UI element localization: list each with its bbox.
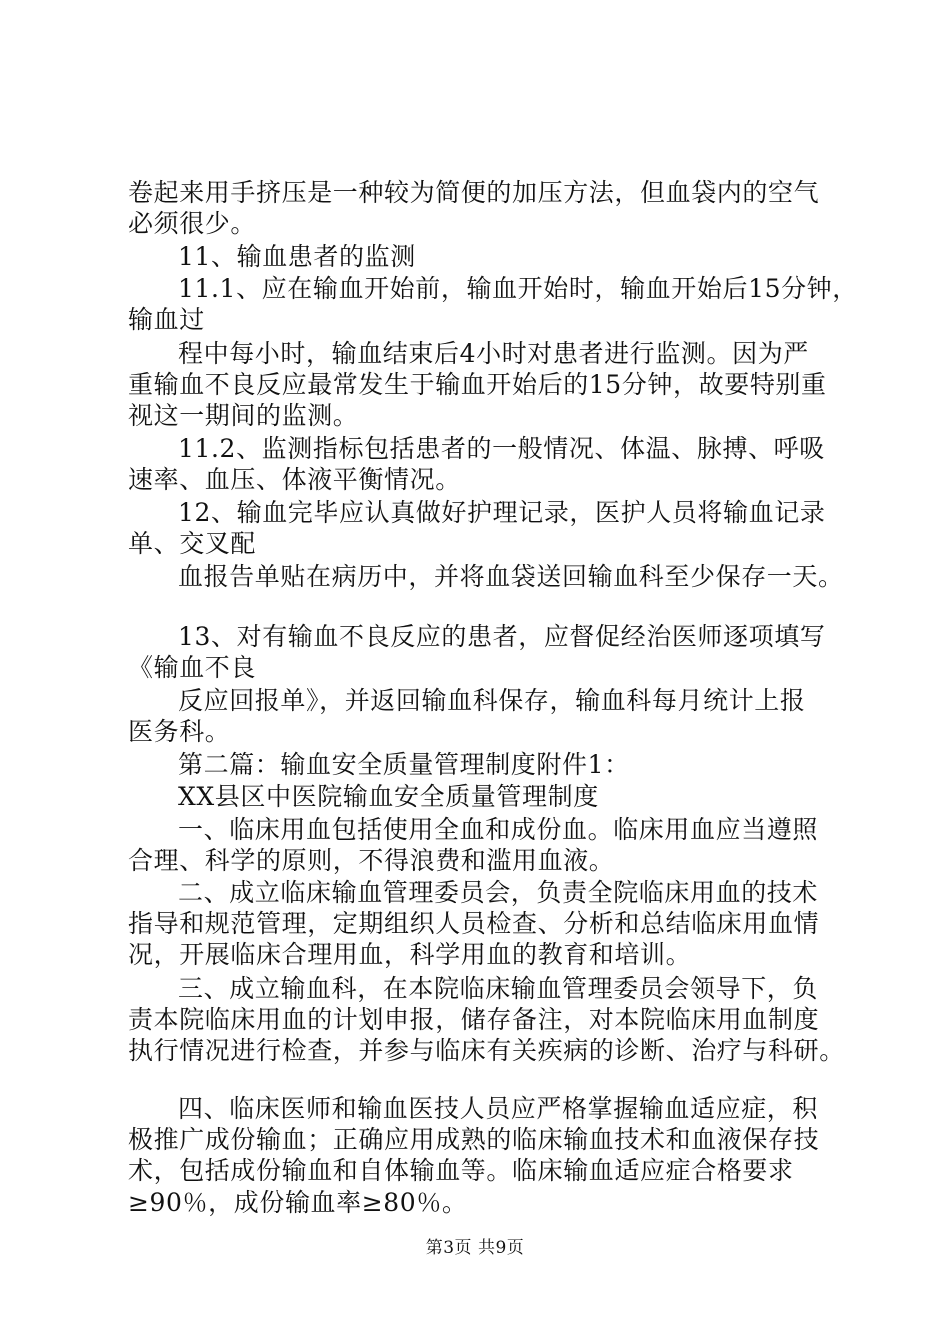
text-line: 《输血不良: [128, 653, 257, 682]
text-line: 四、临床医师和输血医技人员应严格掌握输血适应症，积: [178, 1094, 819, 1123]
text-line: 况，开展临床合理用血，科学用血的教育和培训。: [128, 940, 692, 969]
section-heading: 11、输血患者的监测: [178, 242, 416, 271]
text-line: 程中每小时，输血结束后4小时对患者进行监测。因为严: [178, 339, 809, 368]
document-title: XX县区中医院输血安全质量管理制度: [178, 782, 599, 811]
text-line: 医务科。: [128, 717, 231, 746]
page-number-footer: 第3页 共9页: [425, 1238, 525, 1258]
text-line: 视这一期间的监测。: [128, 401, 359, 430]
text-line: 11.2、监测指标包括患者的一般情况、体温、脉搏、呼吸: [178, 434, 825, 463]
text-line: 卷起来用手挤压是一种较为简便的加压方法，但血袋内的空气: [128, 178, 820, 207]
text-line: 输血过: [128, 305, 205, 334]
text-line: 二、成立临床输血管理委员会，负责全院临床用血的技术: [178, 878, 819, 907]
text-line: 指导和规范管理，定期组织人员检查、分析和总结临床用血情: [128, 909, 820, 938]
text-line: 12、输血完毕应认真做好护理记录，医护人员将输血记录: [178, 498, 826, 527]
text-line: 一、临床用血包括使用全血和成份血。临床用血应当遵照: [178, 815, 819, 844]
text-line: 血报告单贴在病历中，并将血袋送回输血科至少保存一天。: [178, 562, 844, 591]
chapter-heading: 第二篇：输血安全质量管理制度附件1：: [178, 750, 630, 779]
text-line: 重输血不良反应最常发生于输血开始后的15分钟，故要特别重: [128, 370, 827, 399]
text-line: 执行情况进行检查，并参与临床有关疾病的诊断、治疗与科研。: [128, 1036, 845, 1065]
text-line: 11.1、应在输血开始前，输血开始时，输血开始后15分钟，: [178, 274, 858, 303]
text-line: 必须很少。: [128, 209, 257, 238]
text-line: 速率、血压、体液平衡情况。: [128, 465, 461, 494]
text-line: 三、成立输血科，在本院临床输血管理委员会领导下，负: [178, 974, 819, 1003]
text-line: 13、对有输血不良反应的患者，应督促经治医师逐项填写: [178, 622, 826, 651]
text-line: 单、交叉配: [128, 529, 257, 558]
text-line: 术，包括成份输血和自体输血等。临床输血适应症合格要求: [128, 1156, 794, 1185]
text-line: 责本院临床用血的计划申报，储存备注，对本院临床用血制度: [128, 1005, 820, 1034]
text-line: 反应回报单》，并返回输血科保存，输血科每月统计上报: [178, 686, 806, 715]
text-line: 合理、科学的原则，不得浪费和滥用血液。: [128, 846, 615, 875]
text-line: ≥90％，成份输血率≥80％。: [128, 1188, 468, 1217]
text-line: 极推广成份输血；正确应用成熟的临床输血技术和血液保存技: [128, 1125, 820, 1154]
